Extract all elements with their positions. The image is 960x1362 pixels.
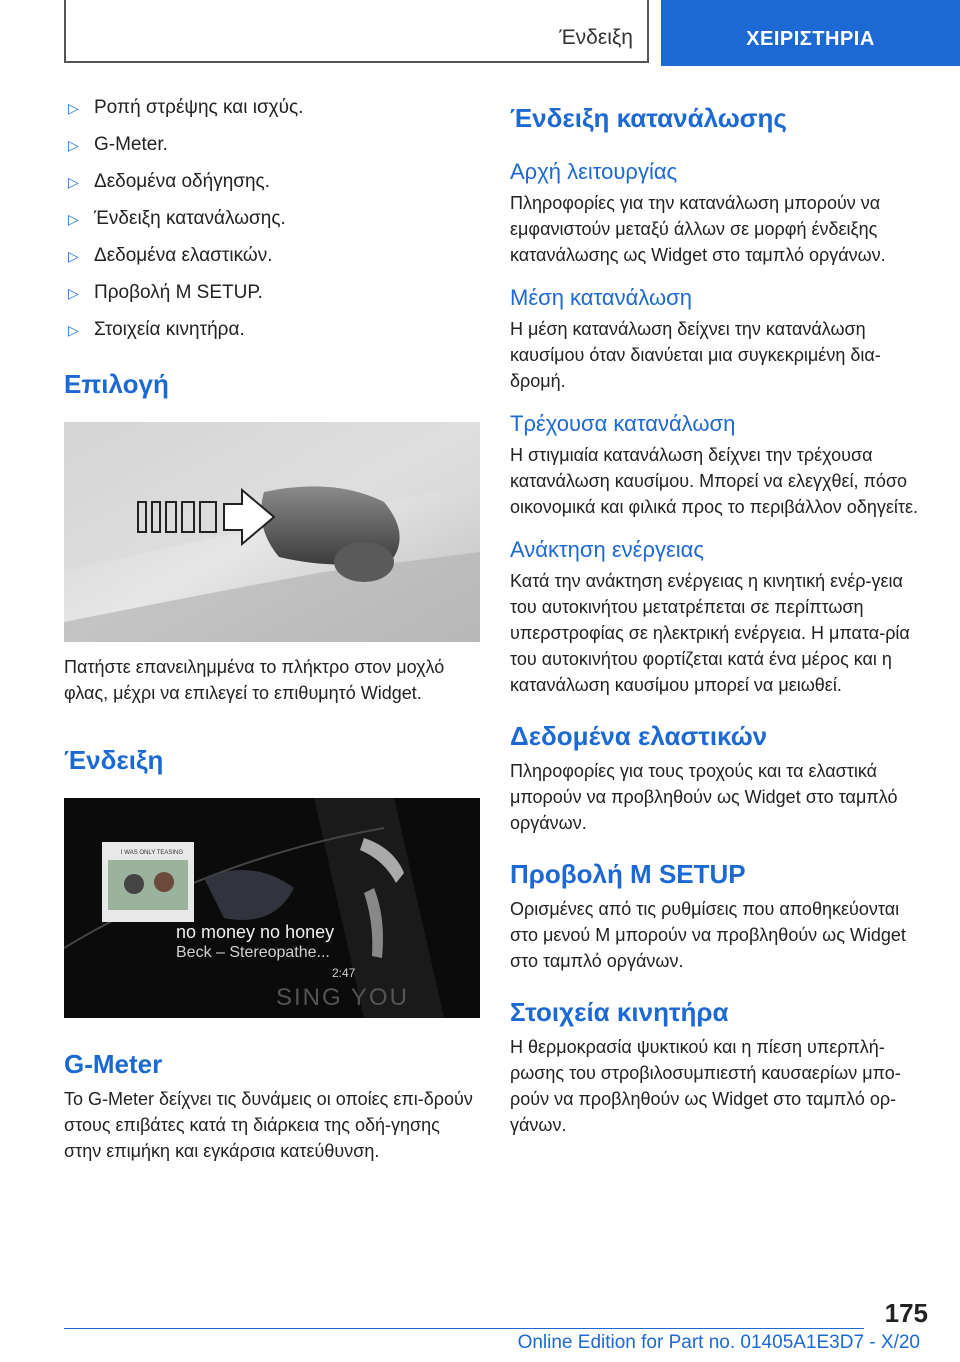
msetup-text: Ορισμένες από τις ρυθμίσεις που αποθηκεύονται στο μενού M μπορούν να προβληθούν ως Widget στο ταμπλό οργάνων.: [510, 899, 906, 971]
engine-data-text: Η θερμοκρασία ψυκτικού και η πίεση υπερπλή-ρωσης του στροβιλοσυμπιεστή καυσαερίων μπο-ρούν να προβληθούν ως Widget στο ταμπλό ορ-γάνων.: [510, 1037, 901, 1135]
page-header: [0, 0, 960, 66]
triangle-bullet-icon: ▷: [68, 174, 79, 190]
triangle-bullet-icon: ▷: [68, 137, 79, 153]
msetup-heading: Προβολή M SETUP: [510, 859, 746, 889]
triangle-bullet-icon: ▷: [68, 211, 79, 227]
tire-data-heading: Δεδομένα ελαστικών: [510, 721, 768, 751]
list-item: ▷ G-Meter.: [68, 134, 168, 155]
section-title: Ένδειξη: [559, 26, 633, 49]
stalk-button-figure: [64, 422, 480, 642]
left-column: [64, 96, 480, 1164]
average-consumption-text: Η μέση κατανάλωση δείχνει την κατανάλωση καυσίμου όταν διανύεται μια συγκεκριμένη δια-δρομή.: [510, 319, 881, 391]
song-artist: Beck – Stereopathe...: [176, 944, 330, 961]
overlay-text: SING YOU: [276, 984, 409, 1011]
display-heading: Ένδειξη: [64, 745, 164, 775]
energy-recovery-subheading: Ανάκτηση ενέργειας: [510, 537, 704, 562]
triangle-bullet-icon: ▷: [68, 322, 79, 338]
list-item: ▷ Ένδειξη κατανάλωσης.: [68, 208, 286, 229]
edition-note: Online Edition for Part no. 01405A1E3D7 - X/20: [517, 1332, 920, 1353]
engine-data-heading: Στοιχεία κινητήρα: [510, 997, 729, 1027]
album-cover-caption: I WAS ONLY TEASING: [120, 850, 184, 856]
energy-recovery-text: Κατά την ανάκτηση ενέργειας η κινητική ενέρ-γεια του αυτοκινήτου μετατρέπεται σε περίπτωση υπερστροφίας σε ηλεκτρική ενέργεια. Η μπατα-ρία του αυτοκινήτου φορτίζεται κατά ένα μέρος και η κατανάλωση καυσίμου μπορεί να μειωθεί.: [510, 571, 910, 695]
list-item: ▷ Προβολή M SETUP.: [68, 282, 263, 303]
triangle-bullet-icon: ▷: [68, 248, 79, 264]
average-consumption-subheading: Μέση κατανάλωση: [510, 285, 692, 310]
triangle-bullet-icon: ▷: [68, 285, 79, 301]
track-time: 2:47: [332, 966, 356, 980]
current-consumption-text: Η στιγμιαία κατανάλωση δείχνει την τρέχουσα κατανάλωση καυσίμου. Μπορεί να ελεγχθεί, πόσο οικονομικά και φιλικά προς το περιβάλλον οδηγείτε.: [510, 445, 919, 517]
chapter-title: ΧΕΙΡΙΣΤΗΡΙΑ: [746, 28, 875, 50]
list-item: ▷ Στοιχεία κινητήρα.: [68, 319, 245, 340]
page-number: 175: [884, 1298, 928, 1328]
current-consumption-subheading: Τρέχουσα κατανάλωση: [510, 411, 736, 436]
list-item: ▷ Ροπή στρέψης και ισχύς.: [68, 97, 304, 118]
triangle-bullet-icon: ▷: [68, 100, 79, 116]
instrument-cluster-figure: [64, 798, 480, 1018]
widget-list: [64, 96, 480, 342]
section-tab: [64, 0, 649, 63]
footer-divider: [64, 1328, 864, 1329]
list-item: ▷ Δεδομένα ελαστικών.: [68, 245, 273, 266]
right-column: [510, 96, 930, 1138]
selection-heading: Επιλογή: [64, 369, 169, 399]
gmeter-text: Το G-Meter δείχνει τις δυνάμεις οι οποίες επι-δρούν στους επιβάτες κατά τη διάρκεια της οδή-γησης στην επιμήκη και εγκάρσια κατεύθυνση.: [64, 1089, 473, 1161]
gmeter-heading: G-Meter: [64, 1049, 163, 1079]
song-title: no money no honey: [176, 922, 335, 942]
list-item: ▷ Δεδομένα οδήγησης.: [68, 171, 270, 192]
principle-subheading: Αρχή λειτουργίας: [510, 159, 678, 184]
selection-text: Πατήστε επανειλημμένα το πλήκτρο στον μοχλό φλας, μέχρι να επιλεγεί το επιθυμητό Widget.: [64, 657, 445, 703]
consumption-heading: Ένδειξη κατανάλωσης: [510, 103, 787, 133]
chapter-tab: [661, 0, 960, 66]
tire-data-text: Πληροφορίες για τους τροχούς και τα ελαστικά μπορούν να προβληθούν ως Widget στο ταμπλό οργάνων.: [510, 761, 898, 833]
principle-text: Πληροφορίες για την κατανάλωση μπορούν να εμφανιστούν μεταξύ άλλων σε μορφή ένδειξης κατανάλωσης ως Widget στο ταμπλό οργάνων.: [510, 193, 886, 265]
